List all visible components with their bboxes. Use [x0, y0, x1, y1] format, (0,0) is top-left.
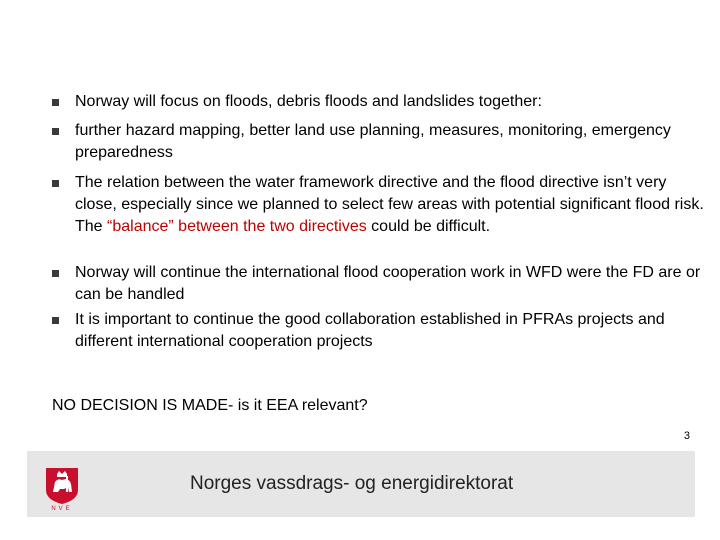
bullet-item	[52, 172, 712, 238]
bullet-marker-icon	[52, 317, 59, 324]
bullet-text-part: could be difficult.	[366, 218, 491, 235]
bullet-text: Norway will focus on floods, debris floods and landslides together:	[75, 93, 542, 110]
bullet-text	[75, 172, 712, 238]
nve-coat-of-arms-icon	[42, 466, 82, 511]
bullet-marker-icon	[52, 99, 59, 106]
bullet-marker-icon	[52, 270, 59, 277]
highlighted-phrase: “balance” between the two directives	[107, 218, 367, 235]
page-number: 3	[683, 430, 690, 442]
bullet-text-part: The relation between the water framework directive and the flood directive isn’t very close, especially since we planned to select few areas with potential significant flood risk. The	[75, 174, 704, 235]
bullet-text: Norway will continue the international flood cooperation work in WFD were the FD are or can be handled	[75, 264, 701, 303]
bullet-item	[52, 120, 712, 164]
bullet-marker-icon	[52, 180, 59, 187]
logo-text: NVE	[51, 506, 73, 511]
bullet-marker-icon	[52, 128, 59, 135]
organization-name: Norges vassdrags- og energidirektorat	[190, 473, 514, 494]
decision-note: NO DECISION IS MADE- is it EEA relevant?	[52, 397, 368, 414]
footer-bar	[27, 451, 695, 517]
bullet-text: It is important to continue the good collaboration established in PFRAs projects and different international cooperation projects	[75, 311, 665, 350]
bullet-item	[52, 262, 712, 306]
bullet-text: further hazard mapping, better land use planning, measures, monitoring, emergency preparedness	[75, 122, 671, 161]
bullet-item	[52, 91, 712, 113]
bullet-item	[52, 309, 712, 353]
